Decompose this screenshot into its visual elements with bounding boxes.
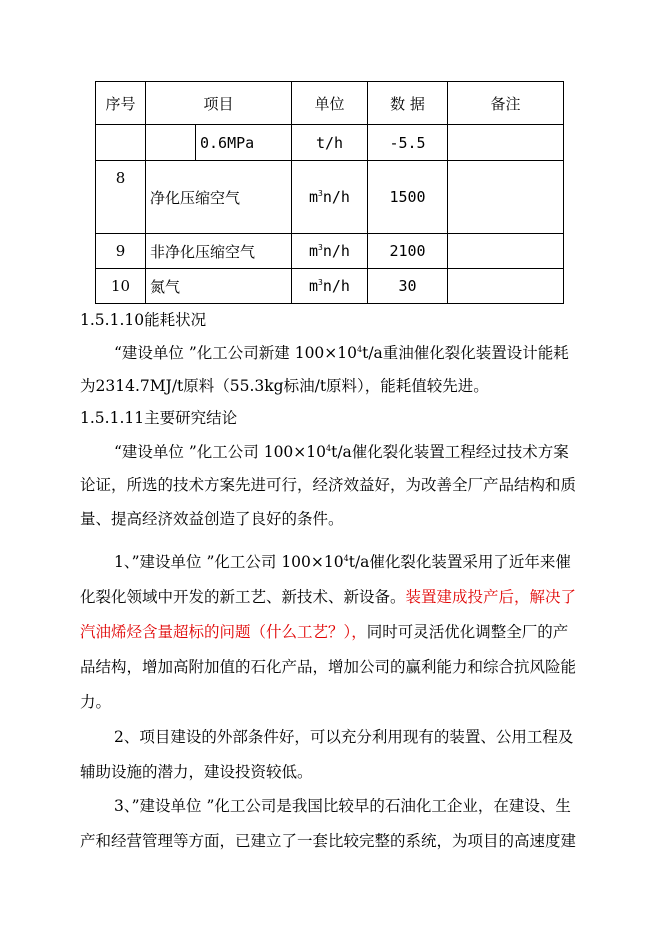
text-span: 1、”建设单位 ”化工公司 100×10: [114, 553, 344, 571]
table-row: [96, 125, 564, 161]
table-header-row: [96, 82, 564, 125]
cell-value: 2100: [368, 234, 448, 269]
superscript: 4: [357, 344, 363, 354]
point-1-line-4: 品结构，增加高附加值的石化产品，增加公司的赢利能力和综合抗风险能: [80, 658, 577, 676]
unit-rest: n/h: [322, 277, 350, 295]
cell-item-blank: [146, 125, 196, 161]
text-span: 化裂化领域中开发的新工艺、新技术、新设备。: [80, 588, 406, 606]
superscript: 4: [326, 443, 332, 453]
cell-value: 1500: [368, 161, 448, 234]
table-row: [96, 234, 564, 269]
data-table: [95, 81, 564, 304]
point-1-line-5: 力。: [80, 693, 112, 711]
cell-unit: [292, 161, 368, 234]
point-2-line-1: 2、项目建设的外部条件好，可以充分利用现有的装置、公用工程及: [114, 728, 574, 746]
paragraph-conclusion-line-1: [114, 440, 569, 462]
cell-item: 0.6MPa: [196, 125, 292, 161]
text-span: t/a催化裂化装置工程经过技术方案: [331, 443, 569, 461]
paragraph-conclusion-line-2: 论证，所选的技术方案先进可行，经济效益好，为改善全厂产品结构和质: [80, 476, 577, 494]
unit-sup: 3: [318, 243, 323, 252]
text-span: “建设单位 ”化工公司新建 100×10: [114, 344, 357, 362]
highlight-red-text: 汽油烯烃含量超标的问题（什么工艺？），: [80, 623, 367, 641]
cell-note: [448, 161, 564, 234]
cell-note: [448, 234, 564, 269]
cell-no: 8: [96, 161, 146, 234]
cell-item: 氮气: [146, 269, 292, 304]
paragraph-energy-line-1: [114, 341, 569, 363]
cell-no: 9: [96, 234, 146, 269]
point-3-line-1: 3、”建设单位 ”化工公司是我国比较早的石油化工企业，在建设、生: [114, 797, 571, 815]
point-1-line-3: [80, 620, 568, 642]
cell-value: -5.5: [368, 125, 448, 161]
cell-no: [96, 125, 146, 161]
point-2-line-2: 辅助设施的潜力，建设投资较低。: [80, 763, 313, 781]
header-item: 项目: [146, 82, 292, 125]
cell-unit: [292, 234, 368, 269]
cell-note: [448, 125, 564, 161]
cell-no: 10: [96, 269, 146, 304]
header-unit: 单位: [292, 82, 368, 125]
text-span: t/a催化裂化装置采用了近年来催: [348, 553, 571, 571]
paragraph-energy-line-2: 为2314.7MJ/t原料（55.3kg标油/t原料），能耗值较先进。: [80, 377, 489, 395]
cell-item: 非净化压缩空气: [146, 234, 292, 269]
highlight-red-text: 装置建成投产后，解决了: [405, 588, 577, 606]
unit-base: m: [309, 277, 319, 295]
header-value: 数 据: [368, 82, 448, 125]
table-row: [96, 161, 564, 234]
unit-base: m: [309, 188, 319, 206]
header-no: 序号: [96, 82, 146, 125]
superscript: 4: [343, 553, 349, 563]
unit-rest: n/h: [322, 242, 350, 260]
paragraph-conclusion-line-3: 量、提高经济效益创造了良好的条件。: [80, 510, 344, 528]
point-1-line-1: [114, 550, 571, 572]
header-note: 备注: [448, 82, 564, 125]
cell-value: 30: [368, 269, 448, 304]
section-title-energy: 1.5.1.10能耗状况: [80, 311, 207, 329]
point-1-line-2: [80, 585, 576, 607]
unit-sup: 3: [318, 278, 323, 287]
unit-rest: n/h: [322, 188, 350, 206]
unit-sup: 3: [318, 189, 323, 198]
point-3-line-2: 产和经营管理等方面，已建立了一套比较完整的系统，为项目的高速度建: [80, 832, 577, 850]
cell-unit: t/h: [292, 125, 368, 161]
section-title-conclusion: 1.5.1.11主要研究结论: [80, 409, 238, 427]
text-span: t/a重油催化裂化装置设计能耗: [362, 344, 569, 362]
table-row: [96, 269, 564, 304]
cell-note: [448, 269, 564, 304]
text-span: “建设单位 ”化工公司 100×10: [114, 443, 326, 461]
cell-item: 净化压缩空气: [146, 161, 292, 234]
unit-base: m: [309, 242, 319, 260]
cell-unit: [292, 269, 368, 304]
text-span: 同时可灵活优化调整全厂的产: [366, 623, 569, 641]
